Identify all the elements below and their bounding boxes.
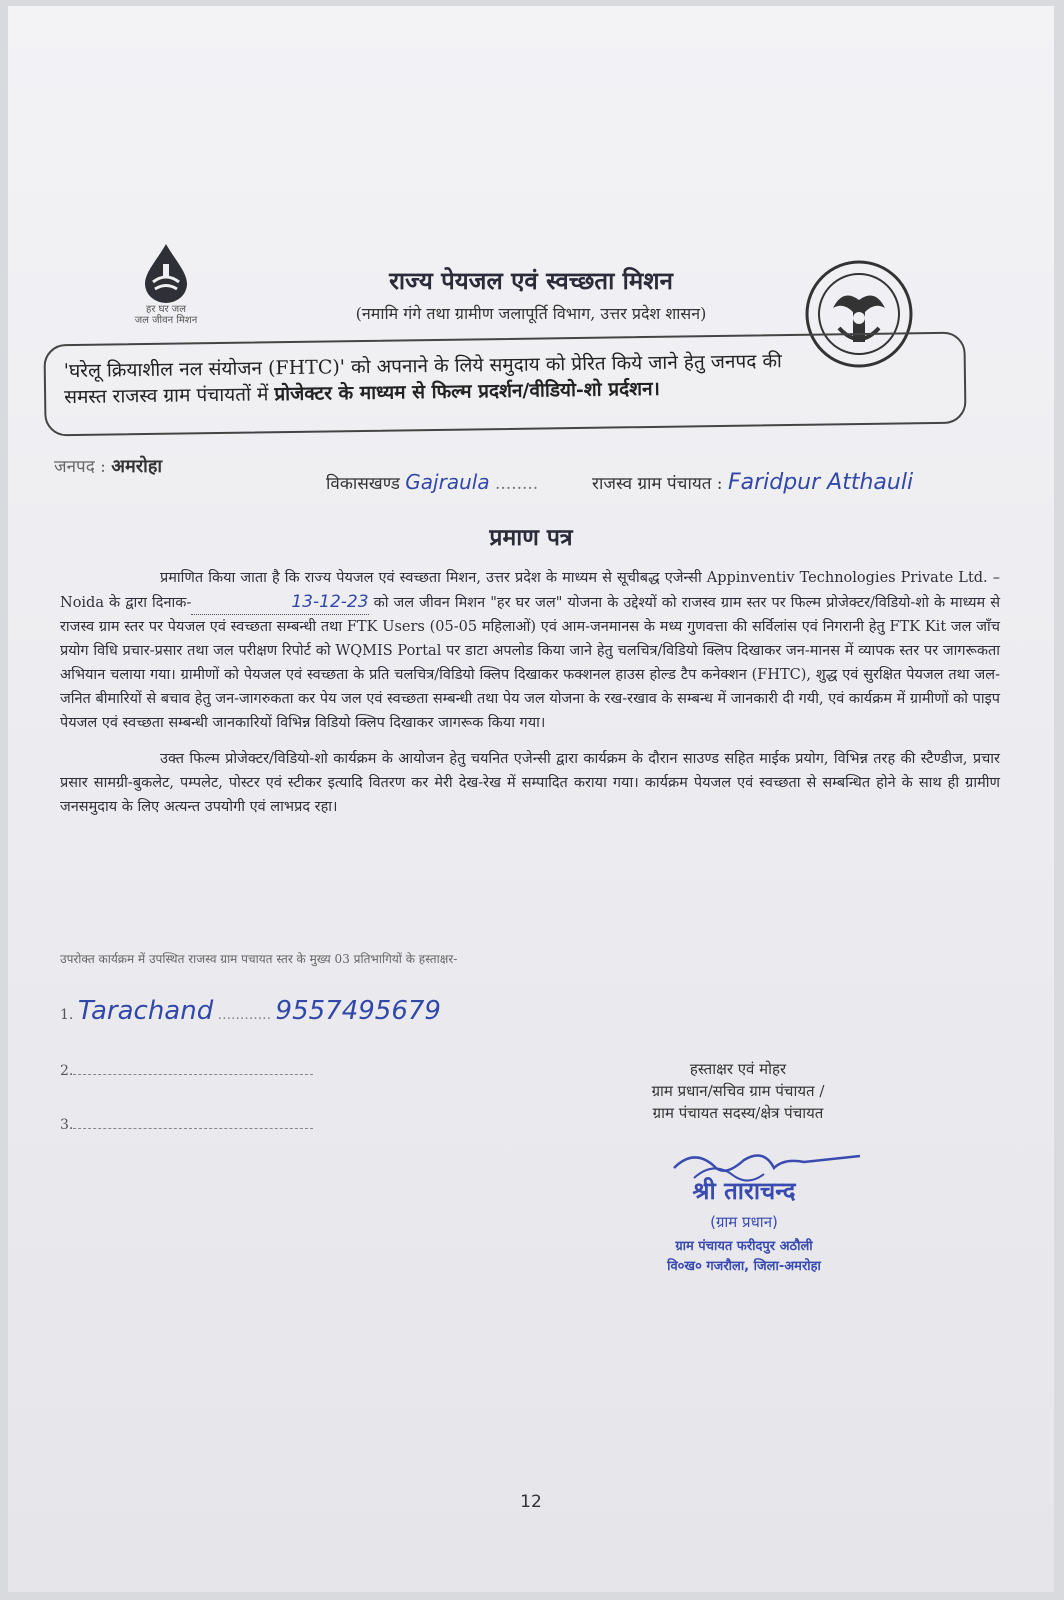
logo-caption-1: हर घर जल: [146, 304, 186, 315]
participant-1: 1. Tarachand ............ 9557495679: [60, 996, 441, 1026]
participant-2: [60, 1062, 313, 1079]
participants-note: उपरोक्त कार्यक्रम में उपस्थित राजस्व ग्राम पचायत स्तर के मुख्य 03 प्रतिभागियों के हस्ताक्षर-: [60, 952, 458, 966]
panchayat-label: राजस्व ग्राम पंचायत :: [592, 474, 723, 494]
subject-banner: [43, 332, 966, 437]
block-field: विकासखण्ड Gajraula ........: [326, 470, 539, 494]
stamp-line-2: वि०ख० गजरौला, जिला-अमरोहा: [667, 1259, 821, 1274]
page-number: 12: [520, 1492, 542, 1512]
certificate-paragraph-2: उक्त फिल्म प्रोजेक्टर/विडियो-शो कार्यक्रम के आयोजन हेतु चयनित एजेन्सी द्वारा कार्यक्रम के दौरान साउण्ड सहित माईक प्रयोग, विभिन्न तरह की स्टैण्डीज, प्रचार प्रसार सामग्री-बुकलेट, पम्पलेट, पोस्टर एवं स्टीकर इत्यादि वितरण कर मेरी देख-रेख में सम्पादित कराया गया। कार्यक्रम पेयजल एवं स्वच्छता से सम्बन्धित होने के साथ ही ग्रामीण जनसमुदाय के लिए अत्यन्त उपयोगी एवं लाभप्रद रहा।: [60, 751, 1000, 815]
stamp-role: (ग्राम प्रधान): [710, 1213, 778, 1231]
event-date: 13-12-23: [191, 590, 368, 615]
participant-3: [60, 1116, 313, 1133]
banner-line-2-bold: प्रोजेक्टर के माध्यम से फिल्म प्रदर्शन/वीडियो-शो प्रर्दशन।: [274, 377, 660, 406]
participant-3-blank: [73, 1116, 313, 1129]
panchayat-field: [592, 470, 913, 495]
signature-line-3: ग्राम पंचायत सदस्य/क्षेत्र पंचायत: [652, 1104, 824, 1122]
certificate-body: [60, 566, 1000, 823]
stamp-name: श्री ताराचन्द: [692, 1177, 796, 1205]
stamp-line-1: ग्राम पंचायत फरीदपुर अठौली: [675, 1239, 813, 1254]
paragraph-1-part-b: को जल जीवन मिशन "हर घर जल" योजना के उद्देश्यों को राजस्व ग्राम स्तर पर फिल्म प्रोजेक्टर/विडियो-शो के माध्यम से राजस्व ग्राम स्तर पर पेयजल एवं स्वच्छता सम्बन्धी तथा FTK Users (05-05 महिलाओं) एवं आम-जनमानस के मध्य गुणवत्ता की सर्विलांस एवं निगरानी हेतु FTK Kit जल जाँच प्रयोग विधि प्रचार-प्रसार तथा जल परीक्षण रिपोर्ट को WQMIS Portal पर डाटा अपलोड किया जाने हेतु चलचित्र/विडियो क्लिप दिखाकर जन-मानस में व्यापक स्तर पर जागरूकता अभियान चलाया गया। ग्रामीणों को पेयजल एवं स्वच्छता के प्रति चलचित्र/विडियो क्लिप दिखाकर फक्शनल हाउस होल्ड टैप कनेक्शन (FHTC), शुद्ध एवं सुरक्षित पेयजल तथा जल-जनित बीमारियों से बचाव हेतु जन-जागरुकता कर पेय जल एवं स्वच्छता सम्बन्धी तथा पेय जल योजना के रख-रखाव के सम्बन्ध में जानकारी दी गयी, एवं कार्यक्रम में ग्रामीणों को पाइप पेयजल एवं स्वच्छता सम्बन्धी जानकारियों विभिन्न विडियो क्लिप दिखाकर जागरूक किया गया।: [60, 595, 1001, 731]
certificate-title: प्रमाण पत्र: [489, 524, 573, 551]
participant-1-name: Tarachand: [77, 996, 214, 1026]
logo-caption-2: जल जीवन मिशन: [134, 315, 198, 326]
participant-1-number: 1.: [60, 1007, 74, 1023]
document-page: [8, 6, 1054, 1592]
header-title: राज्य पेयजल एवं स्वच्छता मिशन: [389, 266, 673, 295]
district-field: [54, 454, 162, 478]
block-value: Gajraula: [405, 470, 490, 494]
participant-3-number: 3.: [60, 1117, 74, 1133]
banner-line-1: 'घरेलू क्रियाशील नल संयोजन (FHTC)' को अपनाने के लिये समुदाय को प्रेरित किये जाने हेतु जनपद की: [63, 350, 783, 383]
participant-2-blank: [73, 1062, 313, 1075]
panchayat-value: Faridpur Atthauli: [727, 470, 914, 495]
signature-line-1: हस्ताक्षर एवं मोहर: [689, 1060, 787, 1078]
participant-2-number: 2.: [60, 1063, 74, 1079]
banner-line-2-normal: समस्त राजस्व ग्राम पंचायतों में: [63, 383, 269, 409]
signature-line-2: ग्राम प्रधान/सचिव ग्राम पंचायत /: [651, 1082, 825, 1100]
signature-block: [608, 1058, 868, 1124]
paragraph-1-part-a: प्रमाणित किया जाता है कि राज्य पेयजल एवं स्वच्छता मिशन, उत्तर प्रदेश के माध्यम से सूचीबद्ध एजेन्सी Appinventiv Technologies Private Ltd. – Noida के द्वारा दिनाक-: [60, 570, 1000, 611]
district-value: अमरोहा: [111, 456, 163, 477]
certificate-paragraph-1: [60, 566, 1000, 735]
participant-1-phone: 9557495679: [275, 996, 441, 1026]
header-subtitle: (नमामि गंगे तथा ग्रामीण जलापूर्ति विभाग, उत्तर प्रदेश शासन): [355, 304, 707, 323]
block-label: विकासखण्ड: [326, 474, 400, 494]
district-label: जनपद :: [54, 457, 106, 477]
